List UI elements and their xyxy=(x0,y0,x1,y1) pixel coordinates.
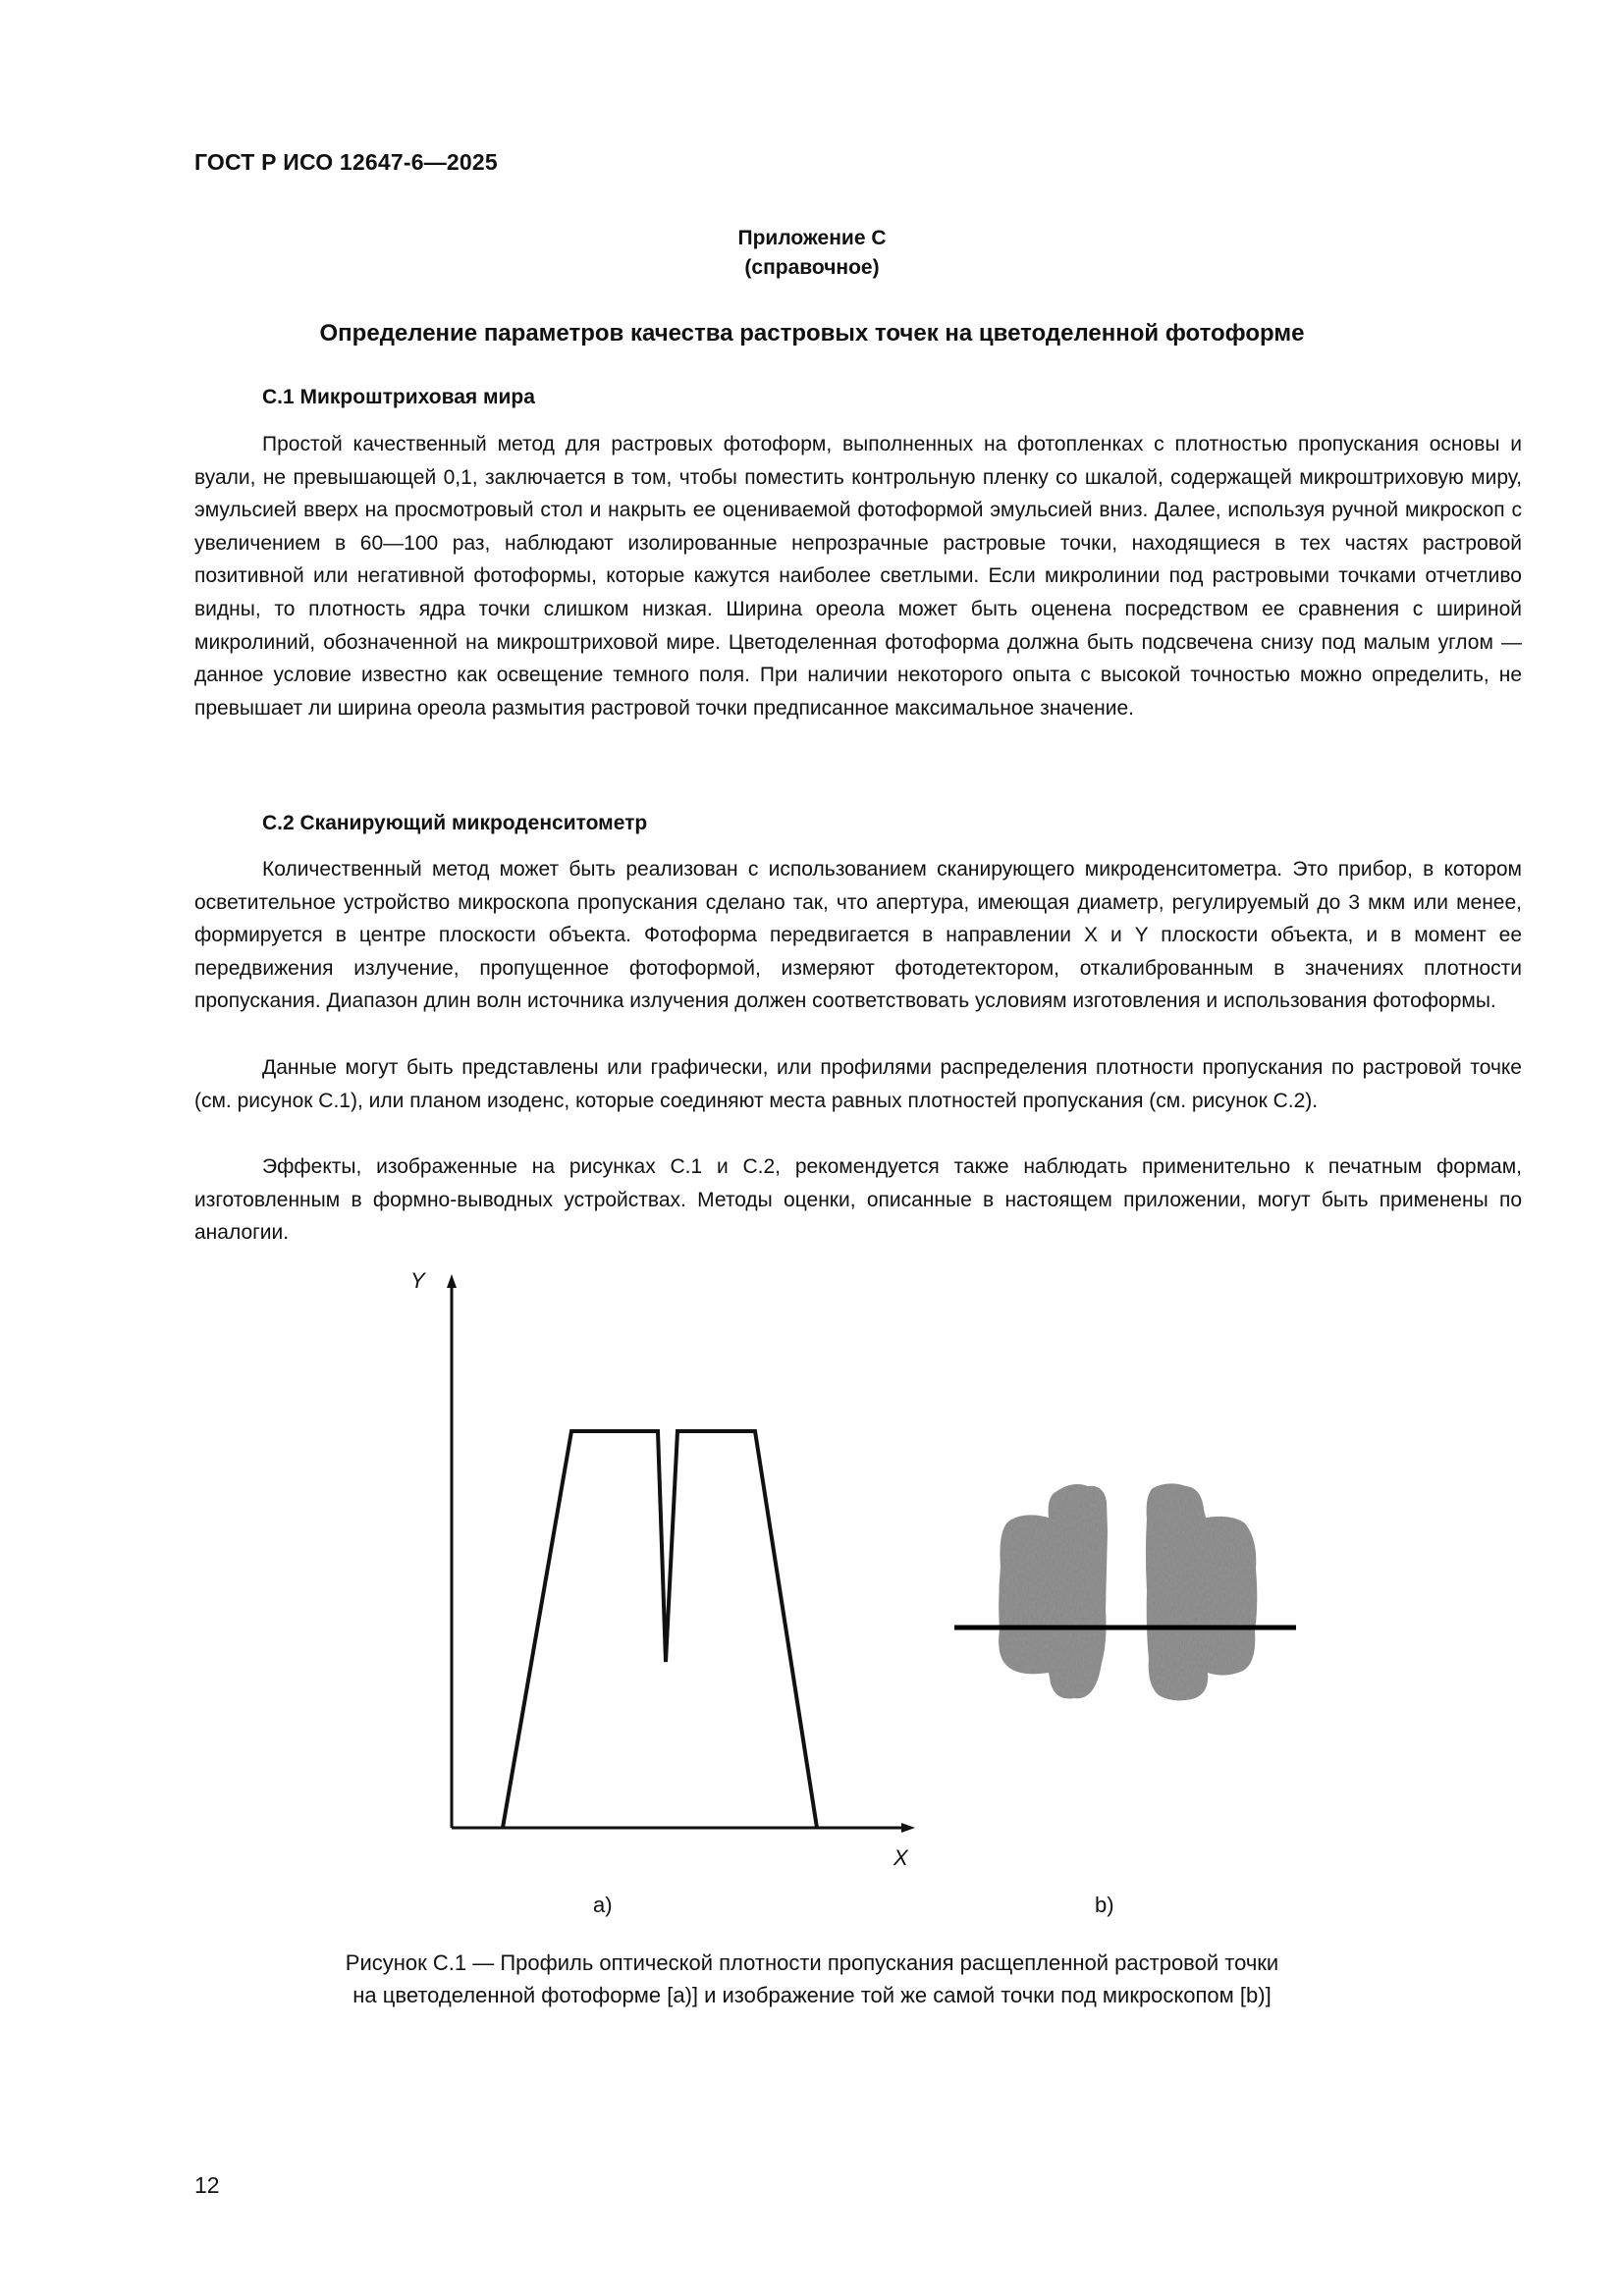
section-c1-heading: С.1 Микроштриховая мира xyxy=(262,386,535,408)
right-dot-half xyxy=(1146,1483,1257,1700)
x-axis-label: X xyxy=(893,1845,908,1870)
density-profile-curve xyxy=(503,1431,817,1828)
caption-line-2: на цветоделенной фотоформе [a)] и изображение той же самой точки под микроскопом [b)] xyxy=(352,1983,1272,2007)
page-number: 12 xyxy=(194,2172,220,2198)
panel-label-a: a) xyxy=(593,1893,613,1917)
dot-image-panel-b xyxy=(999,1483,1257,1700)
section-c2-paragraph-1: Количественный метод может быть реализован с использованием сканирующего микроденситометра. Это прибор, в котором осветительное устройство микроскопа пропускания сделано так, что апертура, имеющая диаметр, регулируемый до 3 мкм или менее, формируется в центре плоскости объекта. Фотоформа передвигается в направлении X и Y плоскости объекта, и в момент ее передвижения излучение, пропущенное фотоформой, измеряют фотодетектором, откалиброванным в значениях плотности пропускания. Диапазон длин волн источника излучения должен соответствовать условиям изготовления и использования фотоформы. xyxy=(194,858,1523,1013)
section-c2-heading: С.2 Сканирующий микроденситометр xyxy=(262,812,648,834)
panel-label-b: b) xyxy=(1095,1893,1114,1917)
appendix-main-title: Определение параметров качества растровых точек на цветоделенной фотоформе xyxy=(319,320,1305,347)
appendix-title: Приложение С xyxy=(737,227,887,249)
section-c2-paragraph-2: Данные могут быть представлены или графически, или профилями распределения плотности пропускания по растровой точке (см. рисунок С.1), или планом изоденс, которые соединяют места равных плотностей пропускания (см. рисунок С.2). xyxy=(194,1056,1522,1112)
profile-panel-a xyxy=(452,1281,908,1828)
section-c2-paragraph-3: Эффекты, изображенные на рисунках С.1 и С.2, рекомендуется также наблюдать применительно к печатным формам, изготовленным в формно-выводных устройствах. Методы оценки, описанные в настоящем приложении, могут быть применены по аналогии. xyxy=(194,1155,1522,1245)
figure-caption xyxy=(0,1947,1624,2011)
appendix-type: (справочное) xyxy=(744,256,880,279)
caption-line-1: Рисунок С.1 — Профиль оптической плотности пропускания расщепленной растровой точки xyxy=(345,1950,1279,1975)
left-dot-half xyxy=(999,1484,1108,1698)
section-c1-paragraph: Простой качественный метод для растровых фотоформ, выполненных на фотопленках с плотностью пропускания основы и вуали, не превышающей 0,1, заключается в том, чтобы поместить контрольную пленку со шкалой, содержащей микроштриховую миру, эмульсией вверх на просмотровый стол и накрыть ее оцениваемой фотоформой эмульсией вниз. Далее, используя ручной микроскоп с увеличением в 60—100 раз, наблюдают изолированные непрозрачные растровые точки, находящиеся в тех частях растровой позитивной или негативной фотоформы, которые кажутся наиболее светлыми. Если микролинии под растровыми точками отчетливо видны, то плотность ядра точки слишком низкая. Ширина ореола может быть оценена посредством ее сравнения с шириной микролиний, обозначенной на микроштриховой мире. Цветоделенная фотоформа должна быть подсвечена снизу под малым углом — данное условие известно как освещение темного поля. При наличии некоторого опыта с высокой точностью можно определить, не превышает ли ширина ореола размытия растровой точки предписанное максимальное значение. xyxy=(194,433,1522,720)
y-axis-label: Y xyxy=(410,1268,425,1293)
document-code: ГОСТ Р ИСО 12647-6—2025 xyxy=(194,149,498,175)
